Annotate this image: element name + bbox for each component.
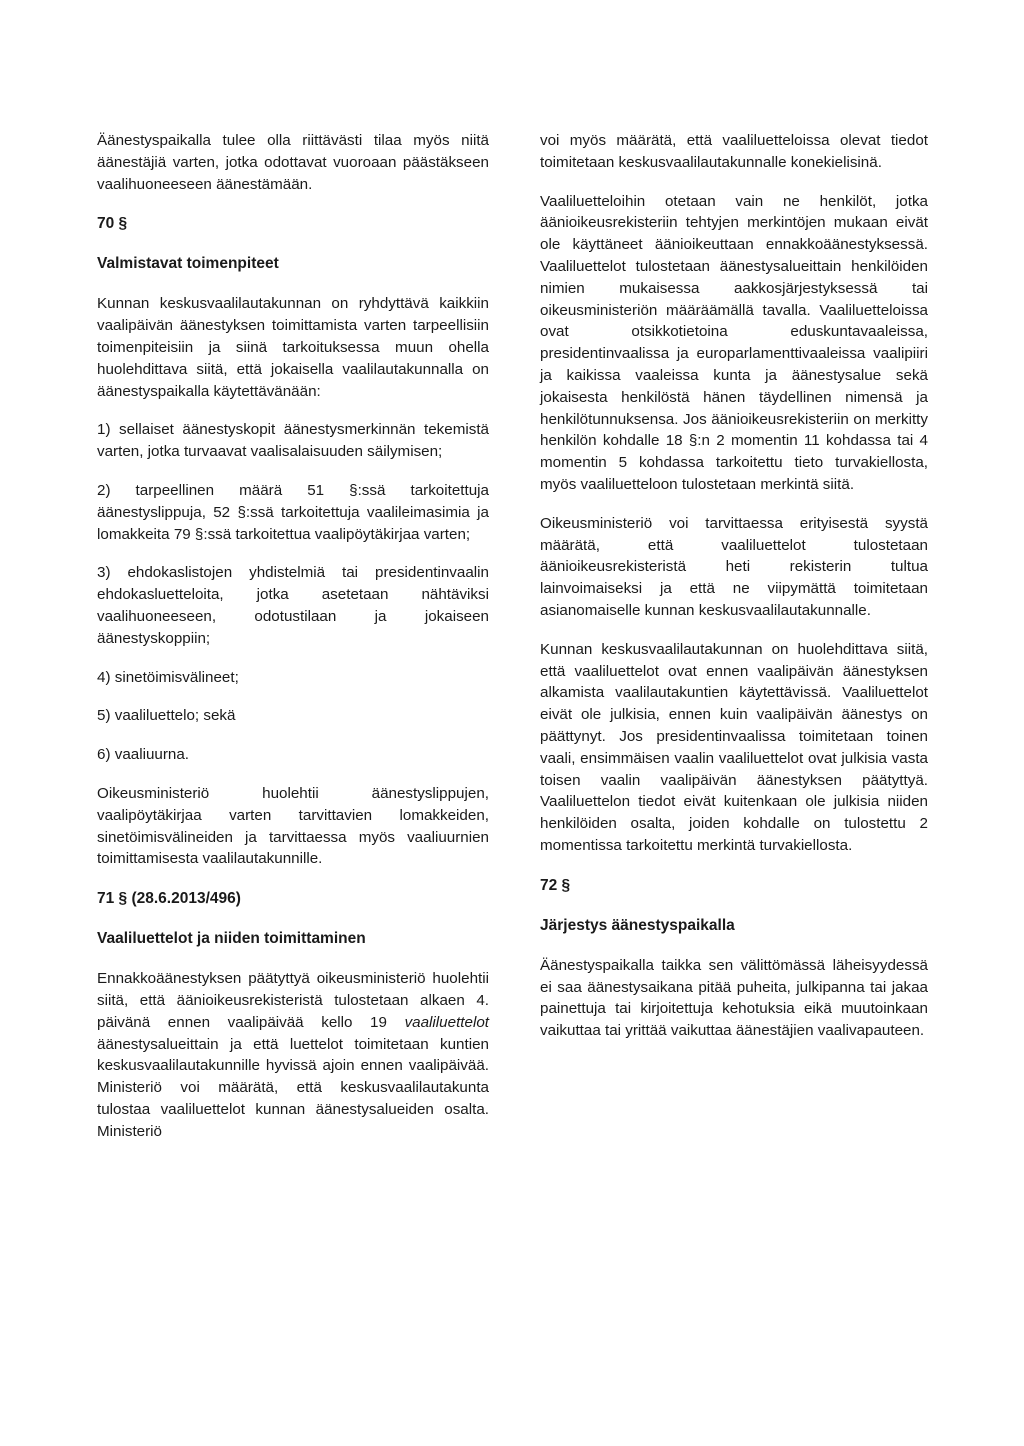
ministry-paragraph: Oikeusministeriö voi tarvittaessa erityisestä syystä määrätä, että vaaliluettelot tulostetaan äänioikeusrekisteristä heti rekisterin tultua lainvoimaiseksi ja että ne viipymättä toimitetaan asianomaiselle kunnan keskusvaalilautakunnalle. [540, 514, 928, 619]
intro-paragraph: Äänestyspaikalla tulee olla riittävästi tilaa myös niitä äänestäjiä varten, jotka odottavat vuoroaan päästäkseen vaalihuoneeseen äänestämään. [97, 132, 489, 193]
left-column [97, 130, 489, 1160]
municipal-board-paragraph: Kunnan keskusvaalilautakunnan on huolehdittava siitä, että vaaliluettelot ovat ennen vaalipäivän äänestyksen alkamista vaalilautakuntien käytettävissä. Vaaliluettelot eivät ole julkisia, ennen kuin vaalipäivän äänestys on päättynyt. Jos presidentinvaalissa toimitetaan toinen vaali, ensimmäisen vaalin vaaliluettelot ovat julkisia vasta toisen vaalin vaalipäivän äänestyksen päätyttyä. Vaaliluettelon tiedot eivät kuitenkaan ole julkisia niiden henkilöiden osalta, joiden kohdalle on tulostettu 2 momentissa tarkoitettu merkintä turvakiellosta. [540, 640, 928, 854]
voter-list-paragraph: Vaaliluetteloihin otetaan vain ne henkilöt, jotka äänioikeusrekisteriin tehtyjen merkintöjen mukaan eivät ole käyttäneet äänioikeuttaan ennakkoäänestyksessä. Vaaliluettelot tulostetaan äänestysalueittain henkilöiden nimien mukaisessa aakkosjärjestyksessä tai oikeusministeriön määräämällä tavalla. Vaaliluetteloissa ovat otsikkotietoina eduskuntavaaleissa, presidentinvaalissa ja europarlamenttivaaleissa vaalipiiri ja kaikissa vaaleissa kunta ja äänestysalue sekä jokaisesta henkilöstä hänen täydellinen nimensä ja henkilötunnuksensa. Jos äänioikeusrekisteriin on merkitty henkilön kohdalle 18 §:n 2 momentin 11 kohdassa tai 4 momentin 5 kohdassa tarkoitettu tieto turvakiellosta, myös vaaliluetteloon tulostetaan merkintä siitä. [540, 192, 928, 493]
list-item: 5) vaaliluettelo; sekä [97, 707, 236, 725]
section-70-number: 70 § [97, 215, 128, 233]
section-71-paragraph-start: Ennakkoäänestyksen päätyttyä oikeusministeriö huolehtii siitä, että äänioikeusrekisteristä tulostetaan alkaen 4. päivänä ennen vaalipäivää kello 19 [97, 970, 489, 1031]
section-71-paragraph [97, 968, 489, 1142]
list-item: 1) sellaiset äänestyskopit äänestysmerkinnän tekemistä varten, jotka turvaavat vaalisalaisuuden säilymisen; [97, 421, 489, 461]
section-70-paragraph: Kunnan keskusvaalilautakunnan on ryhdyttävä kaikkiin vaalipäivän äänestyksen toimittamista varten tarpeellisiin toimenpiteisiin ja siinä tarkoituksessa muun ohella huolehdittava siitä, että jokaisella vaalilautakunnalla on äänestyspaikalla käytettävänään: [97, 295, 489, 400]
list-item: 4) sinetöimisvälineet; [97, 668, 239, 686]
section-71-paragraph-italic: vaaliluettelot [404, 1013, 489, 1031]
section-71-number: 71 § (28.6.2013/496) [97, 890, 241, 908]
section-72-paragraph: Äänestyspaikalla taikka sen välittömässä läheisyydessä ei saa äänestysaikana pitää puheita, julkipanna tai jakaa painettuja tai kirjoitettuja kehotuksia eikä muutoinkaan vaikuttaa tai yrittää vaikuttaa äänestäjien vaalivapauteen. [540, 956, 928, 1040]
section-70-title: Valmistavat toimenpiteet [97, 255, 279, 273]
list-item: 6) vaaliuurna. [97, 746, 190, 764]
section-71-title: Vaaliluettelot ja niiden toimittaminen [97, 930, 366, 948]
right-column [540, 130, 928, 1059]
continuation-paragraph: voi myös määrätä, että vaaliluetteloissa olevat tiedot toimitetaan keskusvaalilautakunnalle konekielisinä. [540, 132, 928, 171]
list-item: 2) tarpeellinen määrä 51 §:ssä tarkoitettuja äänestyslippuja, 52 §:ssä tarkoitettuja vaalileimasimia ja lomakkeita 79 §:ssä tarkoitettua vaalipöytäkirjaa varten; [97, 481, 489, 543]
section-70-closing-paragraph: Oikeusministeriö huolehtii äänestyslippujen, vaalipöytäkirjaa varten tarvittavien lomakkeiden, sinetöimisvälineiden ja tarvittaessa myös vaaliuurnien toimittamisesta vaalilautakunnille. [97, 784, 489, 868]
section-72-number: 72 § [540, 876, 571, 894]
section-72-title: Järjestys äänestyspaikalla [540, 916, 735, 934]
section-71-paragraph-end: äänestysalueittain ja että luettelot toimitetaan kuntien keskusvaalilautakunnille hyvissä ajoin ennen vaalipäivää. Ministeriö voi määrätä, että keskusvaalilautakunta tulostaa vaaliluettelot kunnan äänestysalueiden osalta. Ministeriö [97, 1035, 489, 1140]
list-item: 3) ehdokaslistojen yhdistelmiä tai presidentinvaalin ehdokasluetteloita, jotka asetetaan nähtäviksi vaalihuoneeseen, odotustilaan ja jokaiseen äänestyskoppiin; [97, 564, 489, 647]
